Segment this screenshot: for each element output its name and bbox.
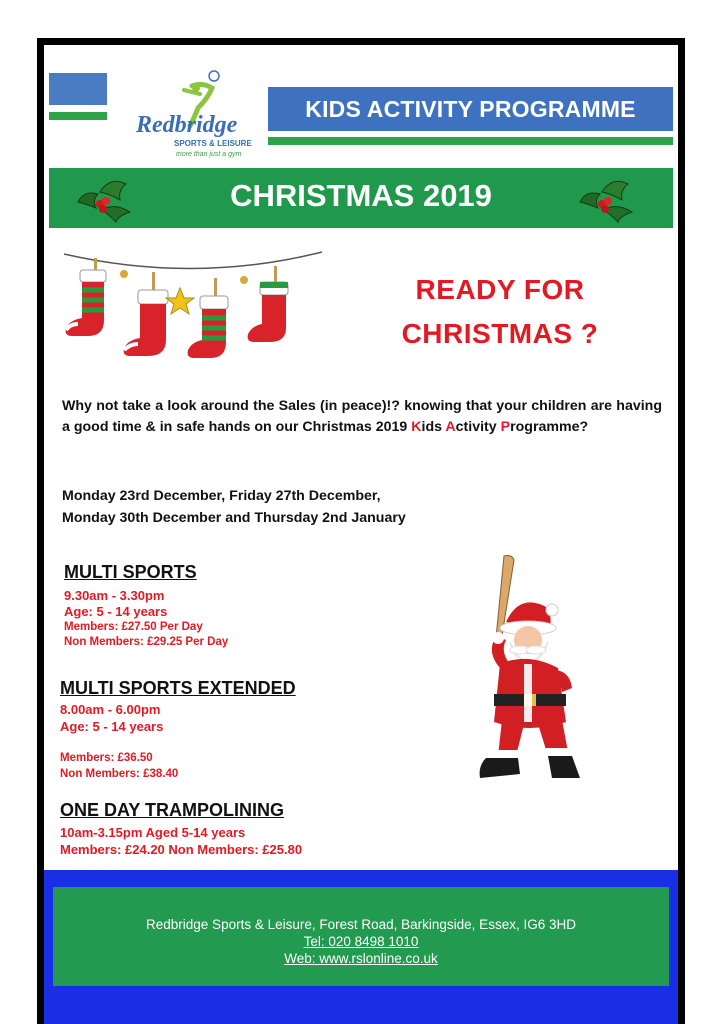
santa-baseball-illustration — [440, 552, 600, 792]
star-ornament-icon — [166, 288, 194, 314]
headline-line-1: READY FOR — [415, 274, 585, 305]
logo-wordmark: Redbridge — [136, 112, 238, 138]
dates-line-2: Monday 30th December and Thursday 2nd January — [62, 510, 406, 526]
intro-p: P — [500, 419, 511, 435]
intro-a: A — [445, 419, 456, 435]
intro-k: K — [411, 419, 422, 435]
multi-sports-members: Members: £27.50 Per Day — [64, 621, 203, 633]
programme-title: KIDS ACTIVITY PROGRAMME — [305, 96, 636, 122]
striped-stocking-icon — [66, 270, 106, 336]
logo-tagline: more than just a gym — [176, 151, 242, 158]
header-green-bar — [268, 137, 673, 145]
intro-paragraph — [62, 396, 662, 438]
intro-ids: ids — [421, 419, 446, 435]
dates-line-1: Monday 23rd December, Friday 27th December, — [62, 488, 381, 504]
multi-sports-time: 9.30am - 3.30pm — [64, 588, 165, 603]
redbridge-logo — [132, 68, 268, 168]
telephone-link[interactable]: Tel: 020 8498 1010 — [303, 934, 419, 949]
extended-members: Members: £36.50 — [60, 752, 153, 764]
footer-website — [53, 951, 669, 966]
dates-block — [62, 485, 622, 529]
extended-non-members: Non Members: £38.40 — [60, 768, 179, 780]
intro-rogramme: rogramme? — [510, 419, 589, 435]
trampolining-line-1: 10am-3.15pm Aged 5-14 years — [60, 825, 246, 840]
holly-left-icon — [70, 172, 140, 224]
trampolining-title: ONE DAY TRAMPOLINING — [60, 800, 285, 820]
header-green-bar-left — [49, 112, 107, 120]
extended-age: Age: 5 - 14 years — [60, 719, 164, 734]
website-link[interactable]: Web: www.rslonline.co.uk — [284, 951, 438, 966]
ready-for-christmas-headline — [370, 268, 630, 356]
holly-right-icon — [572, 172, 642, 224]
extended-time: 8.00am - 6.00pm — [60, 702, 161, 717]
footer-telephone — [53, 934, 669, 949]
red-stocking-icon — [248, 282, 288, 342]
intro-text: Why not take a look around the Sales (in peace)!? knowing that your children are having a good time & in safe hands on our Christmas 2019 — [62, 398, 662, 435]
multi-sports-age: Age: 5 - 14 years — [64, 604, 168, 619]
header-blue-bar-left — [49, 73, 107, 105]
red-stocking-icon — [124, 290, 168, 356]
headline-line-2: CHRISTMAS ? — [401, 318, 599, 349]
logo-subtitle: SPORTS & LEISURE — [174, 139, 252, 148]
multi-sports-extended-title: MULTI SPORTS EXTENDED — [60, 678, 296, 698]
stockings-illustration — [60, 240, 330, 370]
striped-stocking-icon — [188, 296, 228, 358]
multi-sports-title: MULTI SPORTS — [64, 562, 197, 582]
trampolining-line-2: Members: £24.20 Non Members: £25.80 — [60, 842, 303, 857]
footer-address: Redbridge Sports & Leisure, Forest Road, Barkingside, Essex, IG6 3HD — [146, 917, 576, 932]
multi-sports-non-members: Non Members: £29.25 Per Day — [64, 636, 229, 648]
christmas-title: CHRISTMAS 2019 — [230, 178, 492, 213]
intro-ctivity: ctivity — [455, 419, 501, 435]
